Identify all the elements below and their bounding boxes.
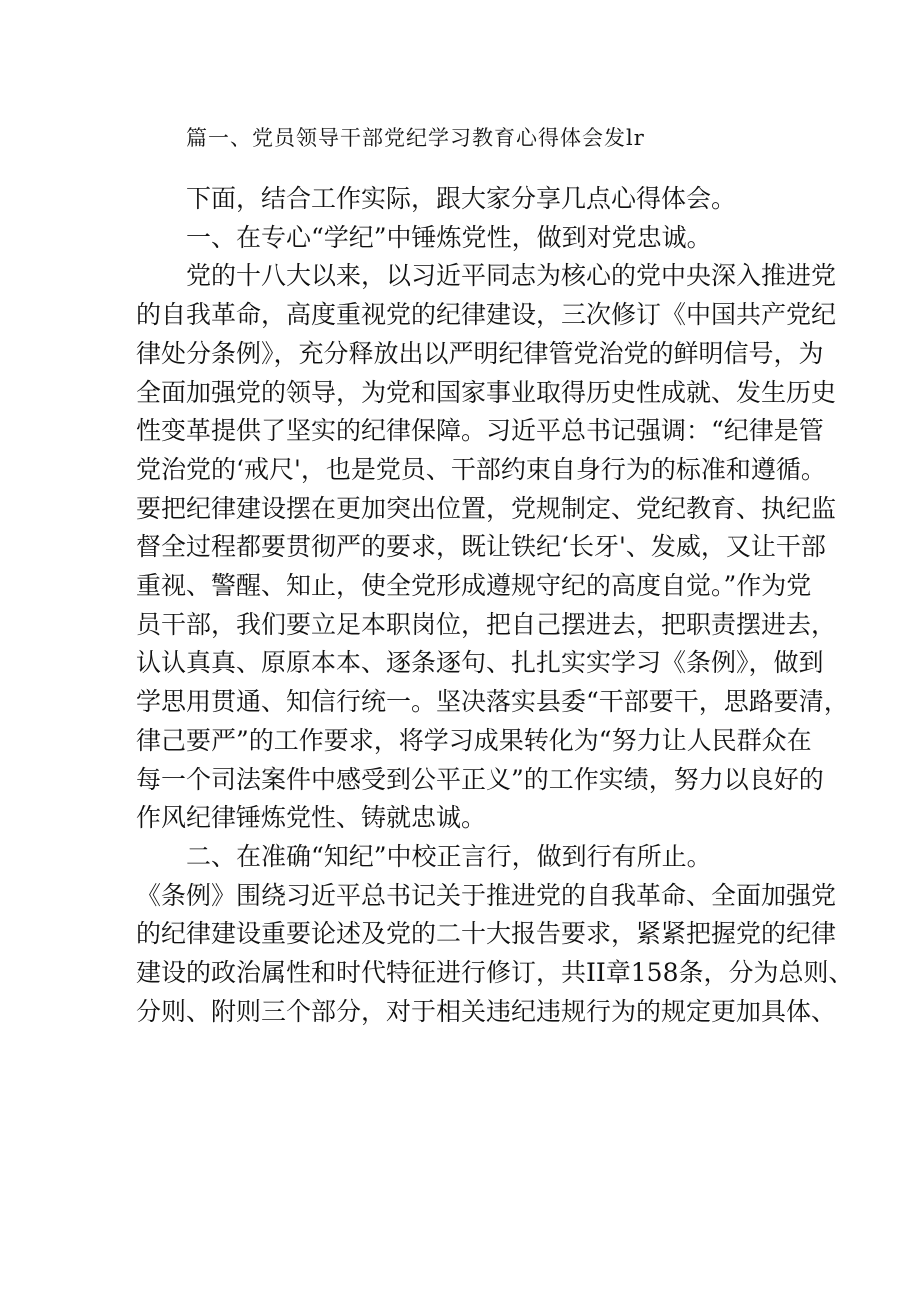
text-line: 《条例》围绕习近平总书记关于推进党的自我革命、全面加强党 <box>136 880 837 910</box>
document-title: 篇一、党员领导干部党纪学习教育心得体会发lr <box>186 126 645 150</box>
text-line: 党治党的‘戒尺'，也是党员、干部约束自身行为的标准和遵循。 <box>136 454 826 484</box>
section-2-heading: 二、在准确“知纪”中校正言行，做到行有所止。 <box>186 841 712 871</box>
text-line: 作风纪律锤炼党性、铸就忠诚。 <box>136 803 487 833</box>
text-line: 员干部，我们要立足本职岗位，把自己摆进去，把职责摆进去， <box>136 609 837 639</box>
text-line: 每一个司法案件中感受到公平正义”的工作实绩，努力以良好的 <box>136 764 824 794</box>
text-line: 认认真真、原原本本、逐条逐句、扎扎实实学习《条例》，做到 <box>136 648 824 678</box>
text-line: 性变革提供了坚实的纪律保障。习近平总书记强调：“纪律是管 <box>136 416 824 446</box>
text-line: 建设的政治属性和时代特征进行修订，共II章158条，分为总则、 <box>136 958 854 988</box>
intro-paragraph: 下面，结合工作实际，跟大家分享几点心得体会。 <box>186 184 737 213</box>
text-line: 律处分条例》，充分释放出以严明纪律管党治党的鲜明信号，为 <box>136 338 824 368</box>
text-line: 律己要严”的工作要求，将学习成果转化为“努力让人民群众在 <box>136 725 812 755</box>
document-body <box>136 180 854 1031</box>
text-line: 分则、附则三个部分，对于相关违纪违规行为的规定更加具体、 <box>136 996 837 1026</box>
text-line: 督全过程都要贯彻严的要求，既让铁纪‘长牙'、发威，又让干部 <box>136 532 826 562</box>
text-line: 党的十八大以来，以习近平同志为核心的党中央深入推进党 <box>186 261 837 291</box>
section-1-heading: 一、在专心“学纪”中锤炼党性，做到对党忠诚。 <box>186 222 712 252</box>
text-line: 的纪律建设重要论述及党的二十大报告要求，紧紧把握党的纪律 <box>136 919 837 949</box>
text-line: 的自我革命，高度重视党的纪律建设，三次修订《中国共产党纪 <box>136 300 837 330</box>
text-line: 要把纪律建设摆在更加突出位置，党规制定、党纪教育、执纪监 <box>136 493 837 523</box>
text-line: 全面加强党的领导，为党和国家事业取得历史性成就、发生历史 <box>136 377 837 407</box>
section-1-paragraph <box>136 257 849 838</box>
text-line: 重视、警醒、知止，使全党形成遵规守纪的高度自觉。”作为党 <box>136 571 812 601</box>
section-2-paragraph <box>136 877 854 1032</box>
text-line: 学思用贯通、知信行统一。坚决落实县委“干部要干，思路要清， <box>136 687 849 717</box>
